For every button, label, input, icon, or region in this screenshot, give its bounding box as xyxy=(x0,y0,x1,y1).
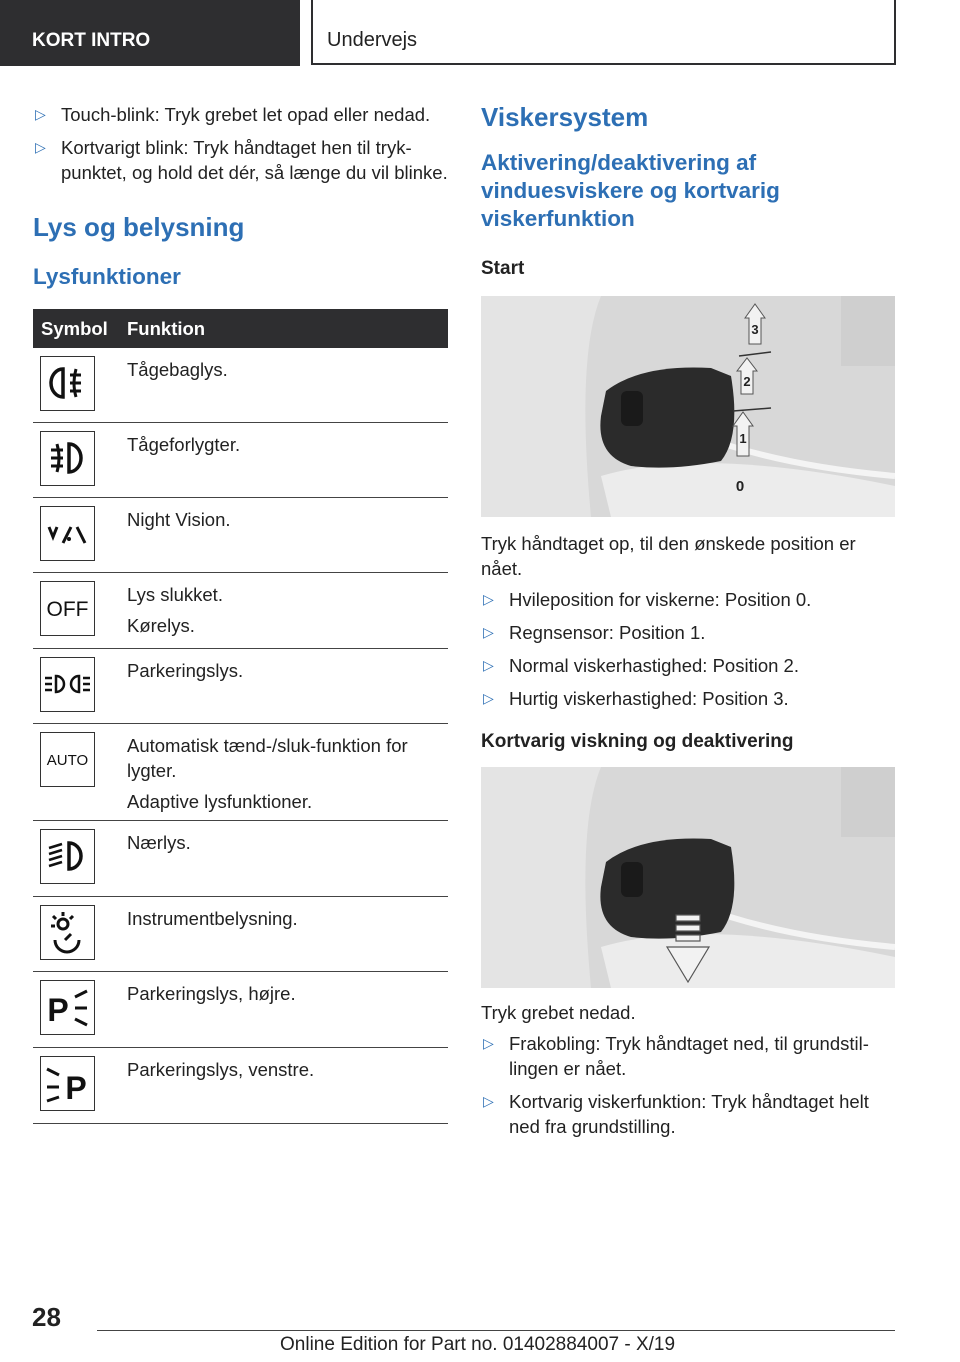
list-item: ▷ Regnsensor: Position 1. xyxy=(483,622,706,643)
bullet-triangle-icon: ▷ xyxy=(483,657,494,673)
list-item: ▷ Touch-blink: Tryk grebet let opad eller nedad. xyxy=(35,104,431,125)
bullet-triangle-icon: ▷ xyxy=(483,591,494,607)
right-column xyxy=(481,102,895,1147)
wiper-position-label: 2 xyxy=(743,374,751,389)
table-row: P Parkeringslys, venstre. xyxy=(33,1048,448,1124)
table-row: OFF Lys slukket. Kørelys. xyxy=(33,573,448,649)
instruction-text: Tryk grebet nedad. xyxy=(481,1002,636,1023)
svg-text:P: P xyxy=(47,992,69,1028)
list-item: ▷ Hurtig viskerhastighed: Position 3. xyxy=(483,688,789,709)
wiper-position-label: 1 xyxy=(739,431,747,446)
list-item: ▷ Kortvarig viskerfunktion: Tryk håndtaget helt ned fra grundstilling. xyxy=(483,1091,869,1137)
section-heading: Viskersystem xyxy=(481,102,649,132)
chapter-title: Undervejs xyxy=(327,29,418,51)
bullet-triangle-icon: ▷ xyxy=(483,1035,494,1051)
table-row: Instrumentbelysning. xyxy=(33,897,448,972)
bullet-triangle-icon: ▷ xyxy=(35,106,46,122)
night-vision-icon xyxy=(40,506,95,561)
fog-front-light-icon xyxy=(40,431,95,486)
svg-text:AUTO: AUTO xyxy=(46,752,89,769)
list-item: ▷ Hvileposition for viskerne: Position 0. xyxy=(483,589,812,610)
parking-light-right-icon xyxy=(40,980,95,1035)
page-number: 28 xyxy=(32,1302,61,1332)
wiper-position-label: 0 xyxy=(735,478,745,495)
svg-text:P: P xyxy=(65,1070,87,1106)
list-item: ▷ Normal viskerhastighed: Position 2. xyxy=(483,655,799,676)
wiper-lever-photo-up xyxy=(481,296,895,517)
subsection-heading: Aktivering/deaktivering af vinduesviskere og kortvarig viskerfunktion xyxy=(481,150,780,231)
instruction-text: Tryk håndtaget op, til den ønskede position er nået. xyxy=(481,533,856,579)
parking-lights-icon xyxy=(40,657,95,712)
low-beam-icon xyxy=(40,829,95,884)
list-item: ▷ Kortvarigt blink: Tryk håndtaget hen til tryk-punktet, og hold det dér, så længe du vil blinke. xyxy=(35,137,448,183)
chapter-tab xyxy=(311,0,896,65)
section-heading: Lys og belysning xyxy=(33,212,245,242)
bullet-triangle-icon: ▷ xyxy=(35,139,46,155)
instrument-lighting-icon xyxy=(40,905,95,960)
bullet-triangle-icon: ▷ xyxy=(483,1093,494,1109)
off-icon xyxy=(40,581,95,636)
auto-icon xyxy=(40,732,95,787)
list-item: ▷ Frakobling: Tryk håndtaget ned, til grundstil-lingen er nået. xyxy=(483,1033,869,1079)
table-row: Parkeringslys. xyxy=(33,649,448,724)
section-tab xyxy=(0,0,300,66)
edition-note: Online Edition for Part no. 01402884007 - X/19 xyxy=(280,1334,676,1355)
bullet-triangle-icon: ▷ xyxy=(483,690,494,706)
table-row: Nærlys. xyxy=(33,821,448,897)
subsection-heading: Lysfunktioner xyxy=(33,264,181,289)
table-row: AUTO Automatisk tænd-/sluk-funktion for lygter. Adaptive lysfunktioner. xyxy=(33,724,448,821)
table-row: Tågebaglys. xyxy=(33,348,448,423)
section-title: KORT INTRO xyxy=(32,30,151,51)
table-row: Tågeforlygter. xyxy=(33,423,448,498)
table-row: Night Vision. xyxy=(33,498,448,573)
wiper-lever-photo-down xyxy=(481,767,895,988)
table-row: P Parkeringslys, højre. xyxy=(33,972,448,1048)
subsection-heading: Kortvarig viskning og deaktivering xyxy=(481,731,794,752)
left-column xyxy=(33,102,448,1124)
footer-divider xyxy=(97,1330,895,1331)
column-header-function: Funktion xyxy=(127,318,206,339)
table-header xyxy=(33,309,448,348)
light-functions-table xyxy=(33,309,448,1124)
wiper-position-label: 3 xyxy=(751,322,759,337)
parking-light-left-icon xyxy=(40,1056,95,1111)
start-label: Start xyxy=(481,258,525,279)
svg-text:OFF: OFF xyxy=(46,598,89,621)
fog-rear-light-icon xyxy=(40,356,95,411)
bullet-triangle-icon: ▷ xyxy=(483,624,494,640)
column-header-symbol: Symbol xyxy=(41,318,108,339)
